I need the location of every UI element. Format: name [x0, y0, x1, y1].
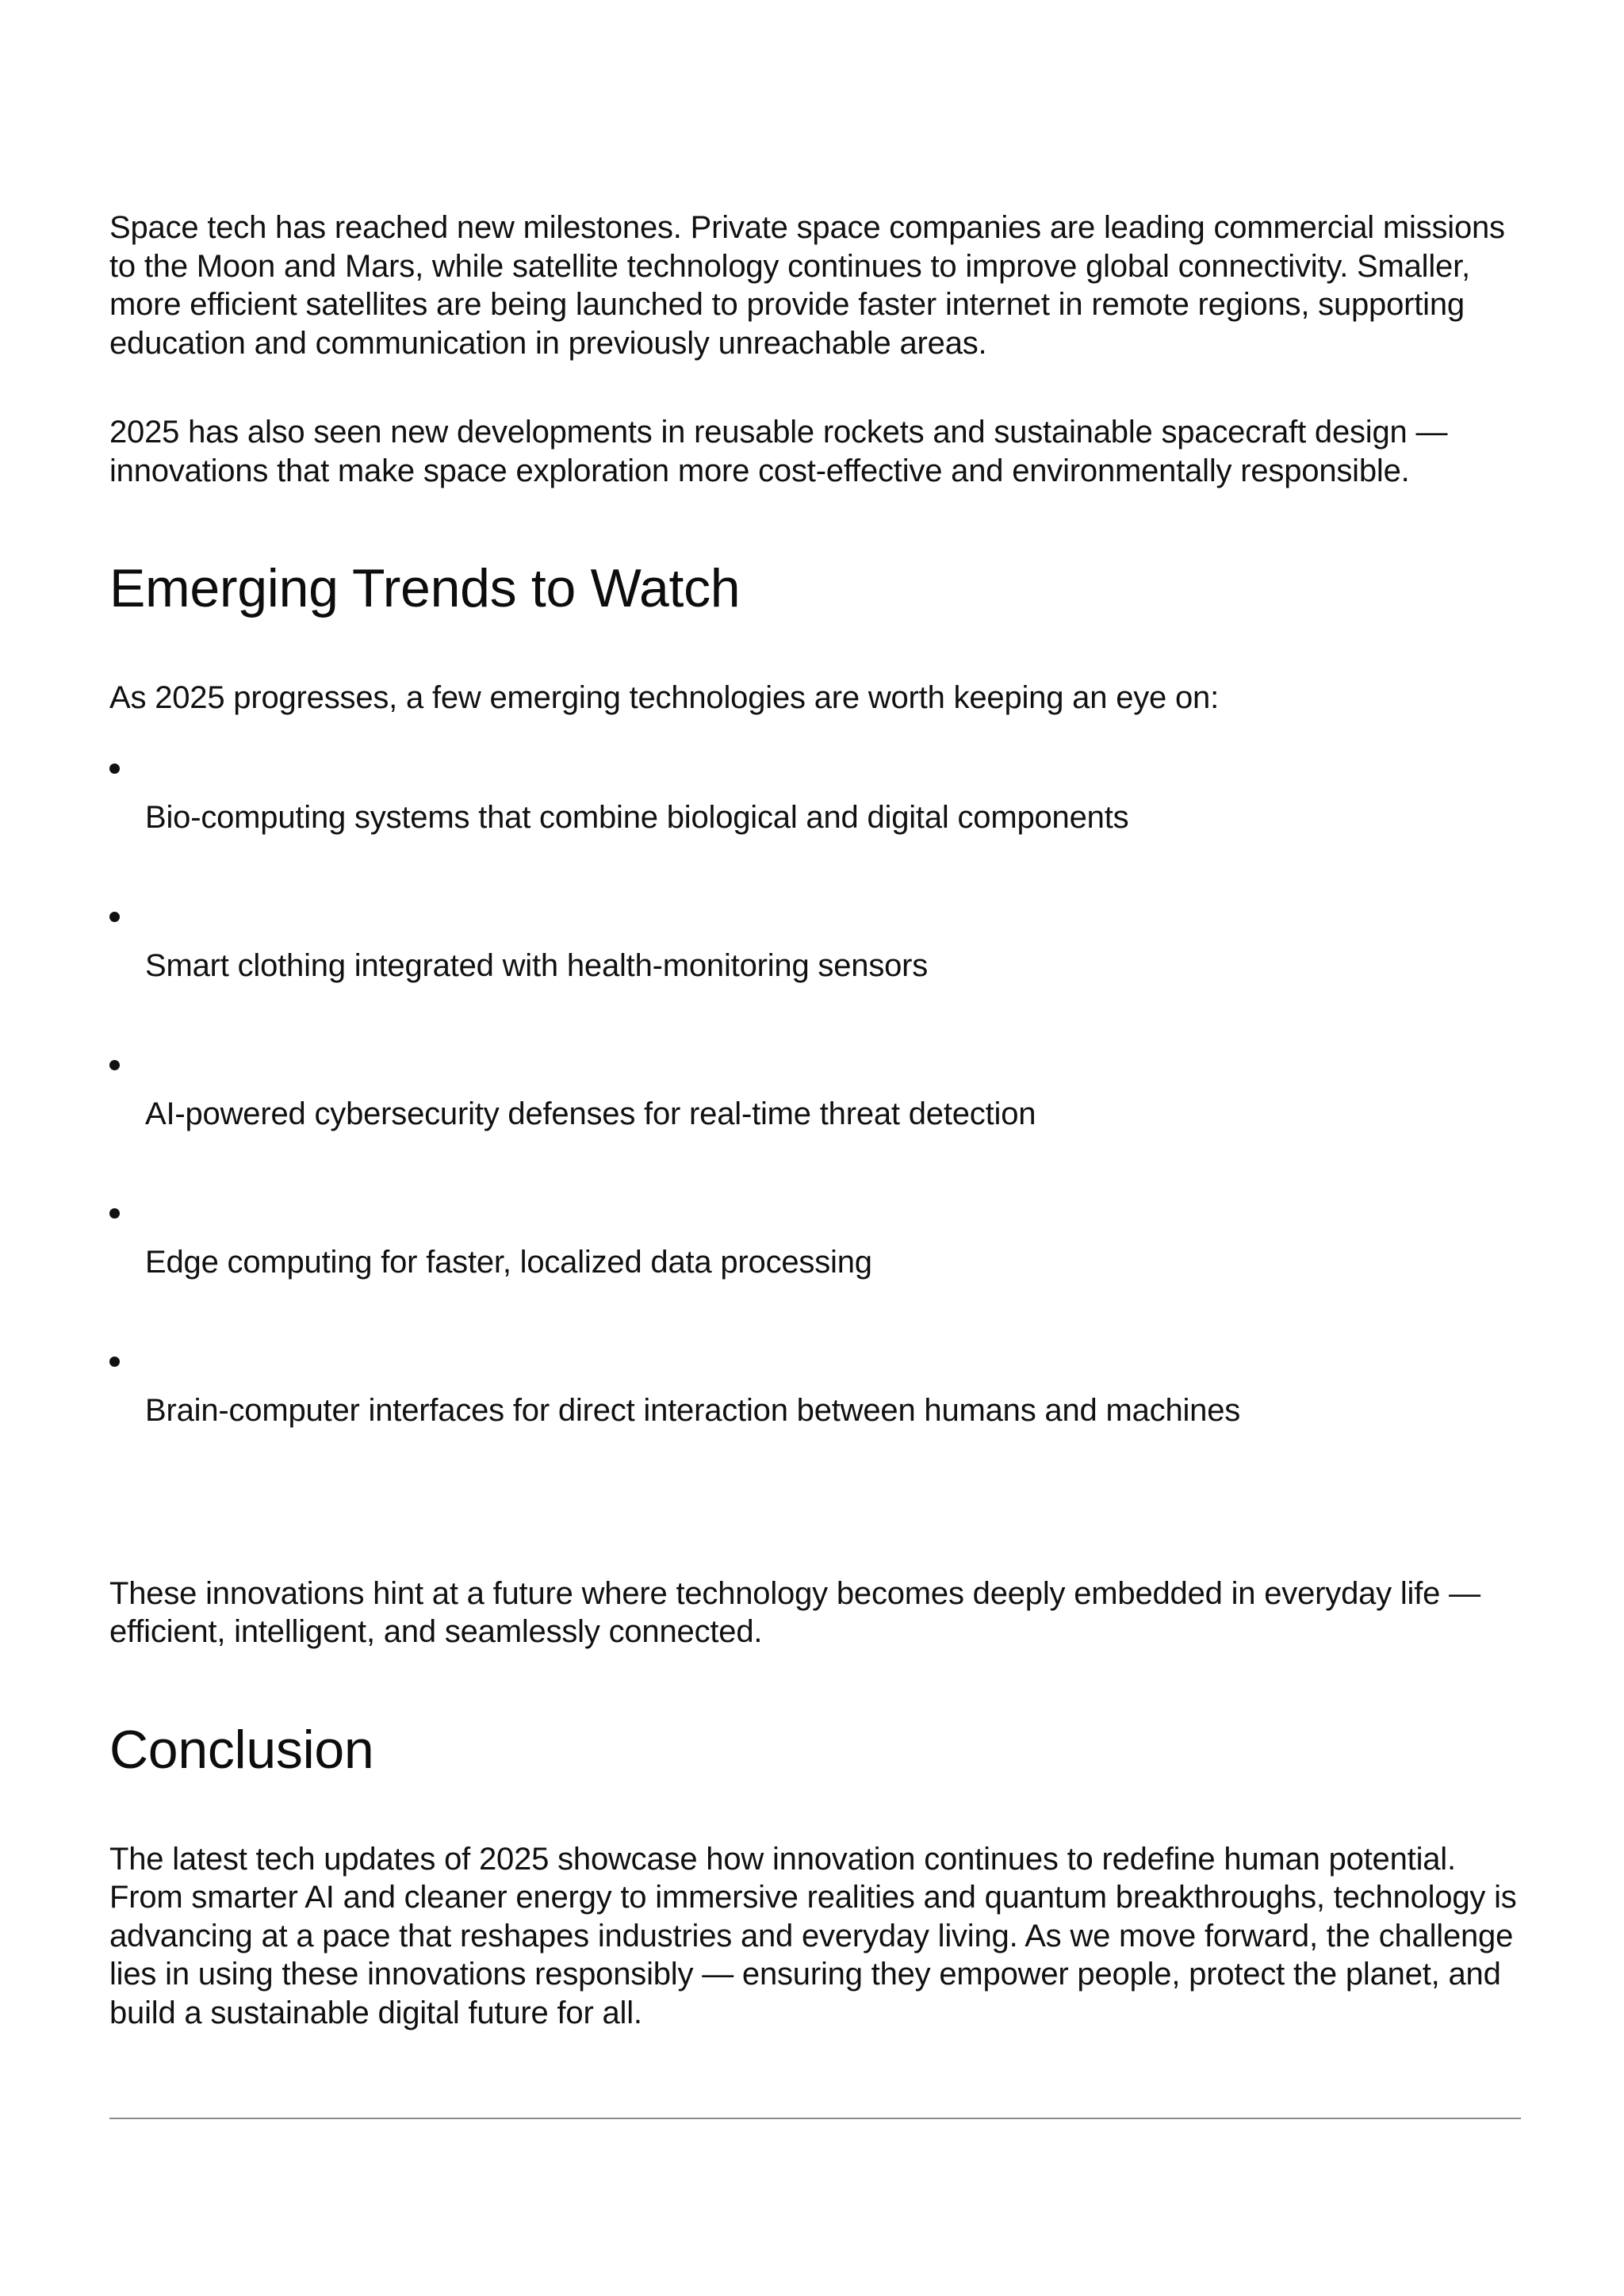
bullet-icon [109, 912, 120, 922]
bullet-icon [109, 1208, 120, 1219]
reusable-rockets-paragraph: 2025 has also seen new developments in reusable rockets and sustainable spacecraft design — innovations that make space exploration more cost-effective and environmentally responsible. [109, 415, 1448, 488]
list-item [109, 1357, 1521, 1505]
space-tech-paragraph: Space tech has reached new milestones. Private space companies are leading commercial missions to the Moon and Mars, while satellite technology continues to improve global connectivity. Smaller, more efficient satellites are being launched to provide faster internet in remote regions, supporting education and communication in previously unreachable areas. [109, 210, 1505, 361]
trends-intro-paragraph: As 2025 progresses, a few emerging technologies are worth keeping an eye on: [109, 680, 1219, 715]
emerging-trends-heading: Emerging Trends to Watch [109, 558, 741, 618]
list-item-text: Brain-computer interfaces for direct interaction between humans and machines [145, 1392, 1241, 1428]
bullet-icon [109, 1060, 120, 1070]
list-item [109, 1060, 1521, 1208]
list-item-text: Smart clothing integrated with health-monitoring sensors [145, 947, 929, 983]
article-body [109, 209, 1521, 2119]
list-item-text: Edge computing for faster, localized data processing [145, 1244, 872, 1280]
bullet-icon [109, 763, 120, 774]
conclusion-heading: Conclusion [109, 1719, 374, 1780]
section-divider [109, 2118, 1521, 2119]
conclusion-paragraph: The latest tech updates of 2025 showcase how innovation continues to redefine human potential. From smarter AI and cleaner energy to immersive realities and quantum breakthroughs, technology is advancing at a pace that reshapes industries and everyday living. As we move forward, the challenge lies in using these innovations responsibly — ensuring they empower people, protect the planet, and build a sustainable digital future for all. [109, 1841, 1517, 2030]
trends-summary-paragraph: These innovations hint at a future where technology becomes deeply embedded in everyday life — efficient, intelligent, and seamlessly connected. [109, 1575, 1480, 1649]
list-item [109, 912, 1521, 1060]
list-item-text: AI-powered cybersecurity defenses for real-time threat detection [145, 1096, 1036, 1131]
list-item-text: Bio-computing systems that combine biological and digital components [145, 799, 1129, 835]
bullet-icon [109, 1357, 120, 1367]
trends-list [109, 763, 1521, 1505]
list-item [109, 763, 1521, 912]
list-item [109, 1208, 1521, 1357]
